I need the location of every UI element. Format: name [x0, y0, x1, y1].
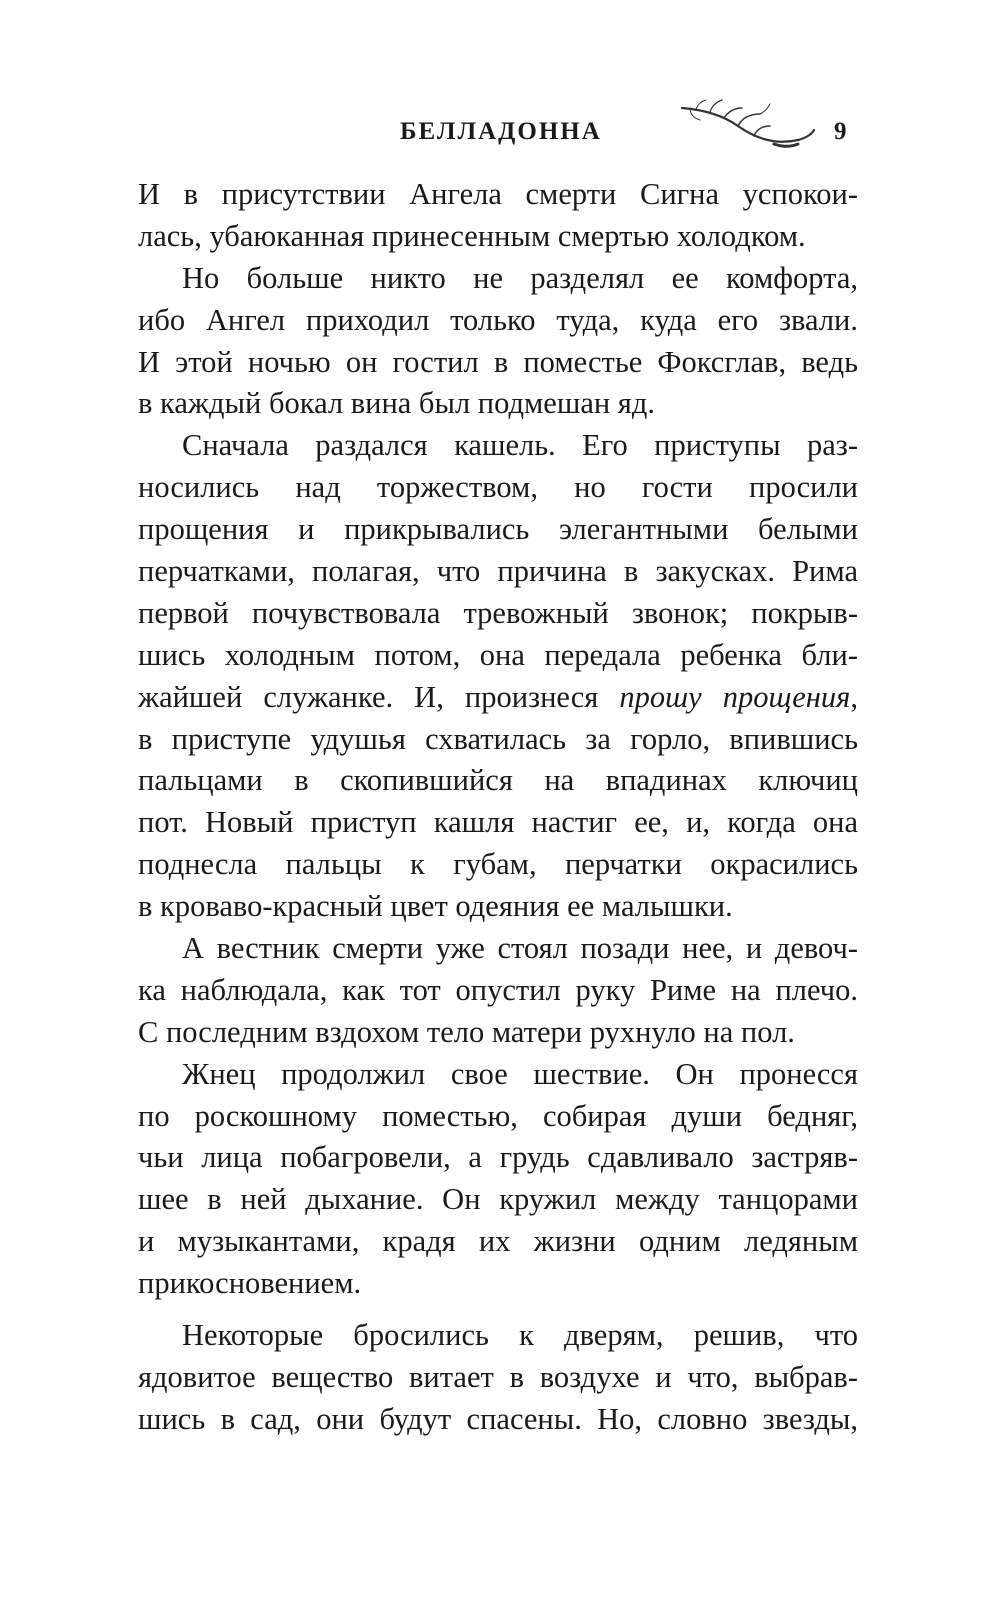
text-line: Сначала раздался кашель. Его приступы раз- — [182, 428, 858, 463]
text-line: ка наблюдала, как тот опустил руку Риме на плечо. — [138, 972, 858, 1007]
text-line: шись холодным потом, она передала ребенка бли- — [138, 637, 858, 672]
body-text — [138, 174, 858, 1441]
text-line: в приступе удушья схватилась за горло, впившись — [138, 721, 858, 756]
text-line: ибо Ангел приходил только туда, куда его звали. — [138, 302, 858, 337]
text-line: Но больше никто не разделял ее комфорта, — [182, 260, 858, 295]
text-line: лась, убаюканная принесенным смертью холодком. — [138, 218, 806, 253]
branch-ornament-icon — [676, 96, 818, 154]
text-line: в каждый бокал вина был подмешан яд. — [138, 386, 655, 421]
text-line: поднесла пальцы к губам, перчатки окрасились — [138, 847, 858, 882]
text-line: ядовитое вещество витает в воздухе и что, выбрав- — [138, 1359, 858, 1394]
text-line: пот. Новый приступ кашля настиг ее, и, когда она — [138, 805, 858, 840]
text-line: прикосновением. — [138, 1266, 362, 1301]
text-line: перчатками, полагая, что причина в закусках. Рима — [138, 554, 858, 589]
text-line: Жнец продолжил свое шествие. Он пронесся — [182, 1056, 858, 1091]
text-line: шее в ней дыхание. Он кружил между танцорами — [138, 1182, 858, 1217]
text-line: А вестник смерти уже стоял позади нее, и девоч- — [182, 931, 858, 966]
text-line: прощения и прикрывались элегантными белыми — [138, 512, 858, 547]
text-line: пальцами в скопившийся на впадинах ключиц — [138, 763, 858, 798]
paragraph-gap — [138, 1305, 858, 1315]
text-segment: , — [850, 679, 858, 714]
text-line: и музыкантами, крадя их жизни одним ледяным — [138, 1224, 858, 1259]
text-line — [138, 677, 858, 719]
text-line: по роскошному поместью, собирая души бедняг, — [138, 1098, 858, 1133]
text-line: С последним вздохом тело матери рухнуло на пол. — [138, 1014, 795, 1049]
text-segment: жайшей служанке. И, произнеся — [138, 679, 620, 714]
running-title: БЕЛЛАДОННА — [400, 118, 602, 145]
running-header — [0, 88, 1000, 158]
text-line: первой почувствовала тревожный звонок; покрыв- — [138, 595, 858, 630]
text-line: чьи лица побагровели, а грудь сдавливало застряв- — [138, 1140, 858, 1175]
text-line: И этой ночью он гостил в поместье Фоксглав, ведь — [138, 344, 858, 379]
page-number: 9 — [834, 118, 847, 145]
text-line: Некоторые бросились к дверям, решив, что — [182, 1318, 858, 1353]
text-line: шись в сад, они будут спасены. Но, словно звезды, — [138, 1401, 858, 1436]
text-line: в кроваво-красный цвет одеяния ее малышки. — [138, 889, 733, 924]
text-line: носились над торжеством, но гости просили — [138, 470, 858, 505]
text-line: И в присутствии Ангела смерти Сигна успокои- — [138, 177, 858, 211]
italic-phrase: прошу прощения — [619, 679, 851, 714]
